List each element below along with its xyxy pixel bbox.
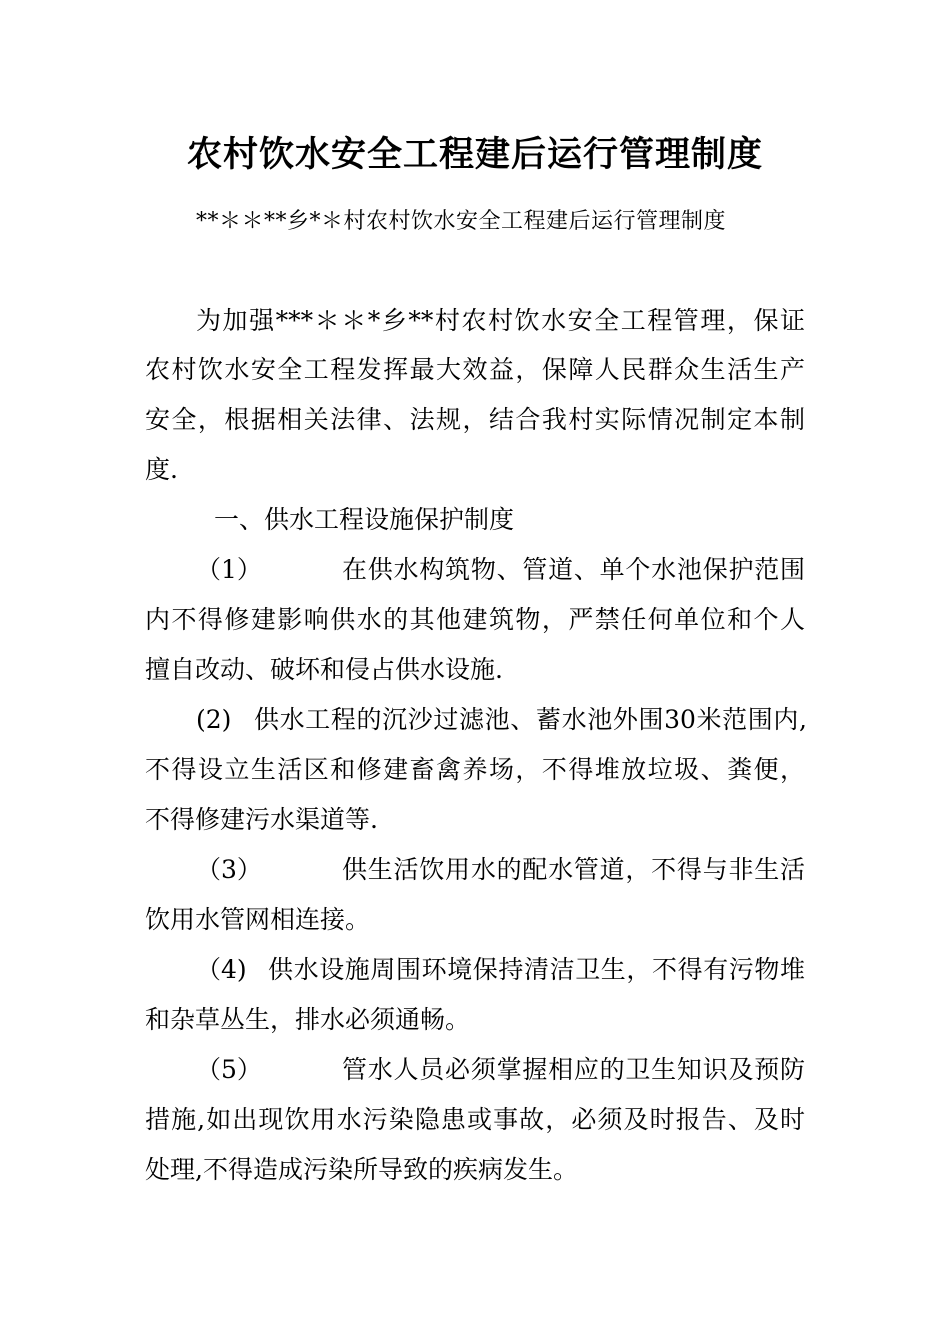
intro-line-1: 为加强***＊＊*乡**村农村饮水安全工程管理，保证 [196, 306, 805, 335]
item-2-line-2: 不得设立生活区和修建畜禽养场，不得堆放垃圾、粪便， [145, 755, 805, 784]
item-1-line-1: 在供水构筑物、管道、单个水池保护范围 [342, 555, 805, 584]
item-5-line-3: 处理,不得造成污染所导致的疾病发生。 [145, 1155, 578, 1184]
item-3-line-1: 供生活饮用水的配水管道，不得与非生活 [342, 855, 805, 884]
item-5-line-1: 管水人员必须掌握相应的卫生知识及预防 [342, 1055, 805, 1084]
document-title: 农村饮水安全工程建后运行管理制度 [186, 134, 763, 175]
item-2-line-1: 供水工程的沉沙过滤池、蓄水池外围30米范围内, [254, 705, 807, 734]
item-2-number: (2) [196, 705, 232, 734]
item-4-number: （4) [196, 955, 247, 984]
item-1-number: （1） [196, 555, 262, 584]
item-4-line-1: 供水设施周围环境保持清洁卫生，不得有污物堆 [268, 955, 805, 984]
intro-line-2: 农村饮水安全工程发挥最大效益，保障人民群众生活生产 [145, 355, 805, 384]
item-4-line-2: 和杂草丛生，排水必须通畅。 [145, 1005, 471, 1034]
item-3-number: （3） [196, 855, 262, 884]
item-1-line-3: 擅自改动、破坏和侵占供水设施. [145, 655, 503, 684]
item-5-line-2: 措施,如出现饮用水污染隐患或事故，必须及时报告、及时 [145, 1105, 805, 1134]
item-3-line-2: 饮用水管网相连接。 [145, 905, 371, 934]
item-2-line-3: 不得修建污水渠道等. [145, 805, 378, 834]
section-heading: 一、供水工程设施保护制度 [214, 505, 515, 534]
intro-line-4: 度. [145, 455, 178, 484]
intro-line-3: 安全，根据相关法律、法规，结合我村实际情况制定本制 [145, 405, 805, 434]
item-5-number: （5） [196, 1055, 262, 1084]
item-1-line-2: 内不得修建影响供水的其他建筑物，严禁任何单位和个人 [145, 605, 805, 634]
document-subtitle: **＊＊**乡*＊村农村饮水安全工程建后运行管理制度 [196, 209, 727, 234]
